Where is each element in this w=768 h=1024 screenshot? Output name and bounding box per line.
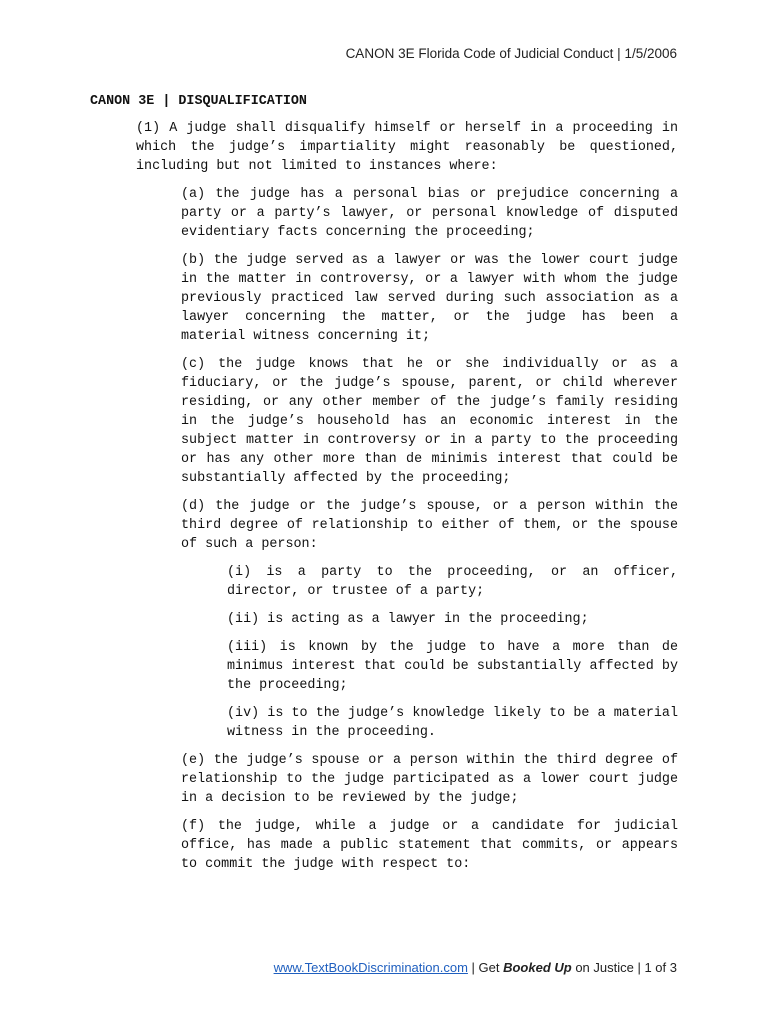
page-header: CANON 3E Florida Code of Judicial Conduct | 1/5/2006 <box>345 46 677 61</box>
footer-link[interactable]: www.TextBookDiscrimination.com <box>273 960 468 975</box>
item-e: (e) the judge’s spouse or a person within the third degree of relationship to the judge participated as a lower court judge in a decision to be reviewed by the judge; <box>181 753 678 806</box>
item-d-ii: (ii) is acting as a lawyer in the proceeding; <box>227 612 589 627</box>
item-b: (b) the judge served as a lawyer or was the lower court judge in the matter in controversy, or a lawyer with whom the judge previously practiced law served during such association as a lawyer concerning the matter, or the judge has been a material witness concerning it; <box>181 253 678 344</box>
document-body <box>90 92 678 883</box>
page-footer <box>274 960 677 975</box>
footer-separator: | Get <box>467 960 504 975</box>
item-f: (f) the judge, while a judge or a candidate for judicial office, has made a public statement that commits, or appears to commit the judge with respect to: <box>181 819 678 872</box>
footer-emphasis: Booked Up <box>503 960 572 975</box>
item-d-i: (i) is a party to the proceeding, or an officer, director, or trustee of a party; <box>227 565 678 599</box>
item-d-iv: (iv) is to the judge’s knowledge likely to be a material witness in the proceeding. <box>227 706 678 740</box>
footer-page-info: on Justice | 1 of 3 <box>571 960 677 975</box>
item-c: (c) the judge knows that he or she individually or as a fiduciary, or the judge’s spouse, parent, or child wherever residing, or any other member of the judge’s family residing in the judge’s household has an economic interest in the subject matter in controversy or in a party to the proceeding or has any other more than de minimis interest that could be substantially affected by the proceeding; <box>181 357 678 486</box>
item-d: (d) the judge or the judge’s spouse, or a person within the third degree of relationship to either of them, or the spouse of such a person: <box>181 499 678 552</box>
item-a: (a) the judge has a personal bias or prejudice concerning a party or a party’s lawyer, or personal knowledge of disputed evidentiary facts concerning the proceeding; <box>181 187 678 240</box>
paragraph-1: (1) A judge shall disqualify himself or herself in a proceeding in which the judge’s impartiality might reasonably be questioned, including but not limited to instances where: <box>136 121 678 174</box>
section-title: CANON 3E | DISQUALIFICATION <box>90 94 307 109</box>
item-d-iii: (iii) is known by the judge to have a more than de minimus interest that could be substantially affected by the proceeding; <box>227 640 678 693</box>
